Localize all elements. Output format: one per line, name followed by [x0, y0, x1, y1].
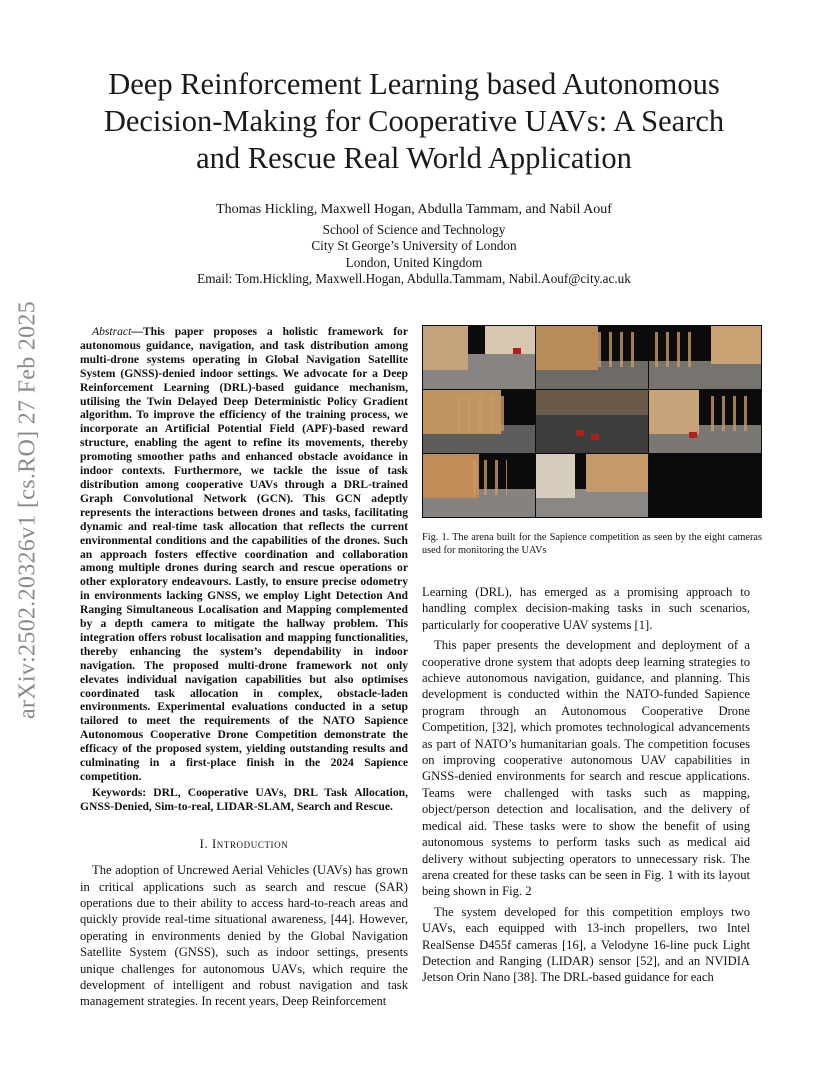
camera-view [536, 390, 648, 453]
keywords: Keywords: DRL, Cooperative UAVs, DRL Task Allocation, GNSS-Denied, Sim-to-real, LIDAR-SLAM, Search and Rescue. [80, 785, 408, 813]
title-line: Deep Reinforcement Learning based Autonomous [108, 67, 720, 101]
figure-caption: Fig. 1. The arena built for the Sapience competition as seen by the eight cameras used for monitoring the UAVs [422, 532, 762, 556]
figure-camera-grid [422, 325, 762, 518]
left-column [80, 325, 408, 1014]
title-line: Decision-Making for Cooperative UAVs: A Search [103, 104, 725, 138]
affiliation-line: City St George’s University of London [311, 238, 517, 253]
camera-view-empty [649, 454, 761, 517]
author-block [60, 202, 768, 288]
right-column [422, 584, 750, 990]
author-names: Thomas Hickling, Maxwell Hogan, Abdulla Tammam, and Nabil Aouf [216, 202, 612, 217]
paper-title [60, 66, 768, 177]
affiliation-line: London, United Kingdom [345, 254, 483, 270]
camera-view [649, 390, 761, 453]
affiliation-line: School of Science and Technology [322, 221, 506, 237]
body-paragraph: The system developed for this competition employs two UAVs, each equipped with 13-inch propellers, two Intel RealSense D455f cameras [16], a Velodyne 16-line puck Light Detection and Ranging (LIDAR) sensor [52], and an NVIDIA Jetson Orin Nano [38]. The DRL-based guidance for each [422, 904, 750, 985]
intro-paragraph: The adoption of Uncrewed Aerial Vehicles (UAVs) has grown in critical applications such as search and rescue (SAR) operations due to their ability to access hard-to-reach areas and quickly provide real-time situational awareness, [44]. However, operating in environments denied by the Global Navigation Satellite System (GNSS), such as indoor settings, presents unique challenges for autonomous UAVs, which require the development of intelligent and robust navigation and task management strategies. In recent years, Deep Reinforcement [80, 863, 408, 1009]
arxiv-stamp [6, 285, 50, 735]
body-paragraph: Learning (DRL), has emerged as a promising approach to handling complex decision-making tasks in such scenarios, particularly for cooperative UAV systems [1]. [422, 585, 750, 632]
affiliation-email: Email: Tom.Hickling, Maxwell.Hogan, Abdulla.Tammam, Nabil.Aouf@city.ac.uk [197, 271, 631, 286]
arxiv-stamp-text: arXiv:2502.20326v1 [cs.RO] 27 Feb 2025 [14, 300, 41, 720]
camera-view [536, 454, 648, 517]
camera-view [649, 326, 761, 389]
camera-view [536, 326, 648, 389]
section-heading: I. Introduction [199, 836, 289, 851]
camera-view [423, 454, 535, 517]
abstract-label: Abstract [92, 325, 132, 338]
body-paragraph: This paper presents the development and deployment of a cooperative drone system that adopts deep learning strategies to achieve autonomous navigation, guidance, and planning. This development is conducted within the NATO-funded Sapience program through an Autonomous Cooperative Drone Competition, [32], which promotes technological advancements as part of NATO’s humanitarian goals. The competition focuses on improving cooperative autonomous UAV capabilities in GNSS-denied environments for search and rescue applications. Teams were challenged with tasks such as mapping, object/person detection and localisation, and the delivery of medical aid. These tasks were to show the benefit of using autonomous systems to perform tasks such as medical aid delivery without subjecting operators to unnecessary risk. The arena created for these tasks can be seen in Fig. 1 with its layout being shown in Fig. 2 [422, 638, 750, 899]
abstract [80, 325, 408, 784]
title-line: and Rescue Real World Application [196, 141, 632, 175]
abstract-text: —This paper proposes a holistic framework for autonomous guidance, navigation, and task distribution among multi-drone systems operating in Global Navigation Satellite System (GNSS)-denied indoor settings. We advocate for a Deep Reinforcement Learning (DRL)-based guidance mechanism, utilising the Twin Delayed Deep Deterministic Policy Gradient algorithm. To improve the efficiency of the training process, we incorporate an Artificial Potential Field (APF)-based reward structure, enabling the agent to refine its movements, thereby promoting smoother paths and enhanced obstacle avoidance in indoor contexts. Furthermore, we tackle the issue of task distribution among cooperative UAVs through a DRL-trained Graph Convolutional Network (GCN). This GCN adeptly represents the interactions between drones and tasks, facilitating dynamic and real-time task allocation that reflects the current environmental conditions and the capabilities of the drones. Such an approach fosters effective coordination and collaboration among multiple drones during search and rescue operations or other exploratory endeavours. Lastly, to ensure precise odometry in environments lacking GNSS, we employ Light Detection And Ranging Simultaneous Localisation and Mapping complemented by a depth camera to mitigate the hallway problem. This integration offers robust localisation and mapping functionalities, thereby enhancing the system’s dependability in indoor navigation. The proposed multi-drone framework not only elevates individual navigation capabilities but also optimises coordinated task allocation in complex, obstacle-laden environments. Experimental evaluations conducted in a setup tailored to meet the requirements of the NATO Sapience Autonomous Cooperative Drone Competition demonstrate the efficacy of the proposed system, yielding outstanding results and culminating in a first-place finish in the 2024 Sapience competition. [80, 325, 408, 783]
camera-view [423, 326, 535, 389]
camera-view [423, 390, 535, 453]
